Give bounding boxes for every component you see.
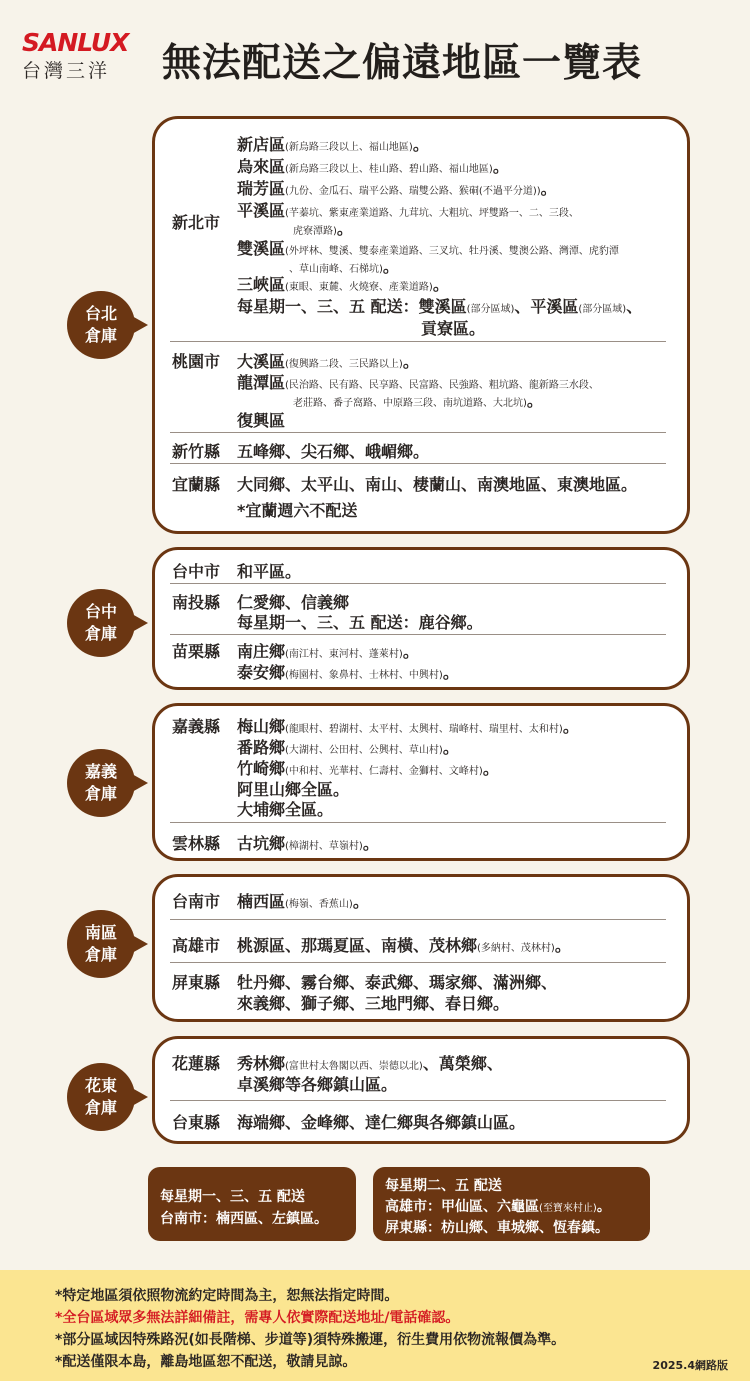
county-label-miaoli: 苗栗縣: [172, 642, 221, 661]
county-label-chiayi: 嘉義縣: [172, 717, 221, 736]
divider: [170, 341, 666, 342]
district-line: 和平區。: [237, 562, 302, 581]
south-warehouse-badge: 南區 倉庫: [67, 910, 135, 978]
district-line: 卓溪鄉等各鄉鎮山區。: [237, 1075, 398, 1094]
district-line: 秀林鄉(富世村太魯閣以西、崇德以北)、萬榮鄉、: [237, 1054, 503, 1073]
county-label-tainan: 台南市: [172, 892, 221, 911]
district-line: 阿里山鄉全區。: [237, 780, 350, 799]
schedule-note-tue-fri: 每星期二、五 配送 高雄市：甲仙區、六龜區(至寶來村止)。 屏東縣：枋山鄉、車城鄉、恆春鎮。: [373, 1167, 650, 1241]
footer-note: *部分區域因特殊路況(如長階梯、步道等)須特殊搬運，衍生費用依物流報價為準。: [55, 1332, 566, 1348]
district-line: 仁愛鄉、信義鄉: [237, 593, 350, 612]
county-label-yilan: 宜蘭縣: [172, 475, 221, 494]
footer-note: *配送僅限本島，離島地區恕不配送，敬請見諒。: [55, 1354, 357, 1370]
district-line: 大溪區(復興路二段、三民路以上)。: [237, 352, 419, 371]
district-line: 五峰鄉、尖石鄉、峨嵋鄉。: [237, 442, 430, 461]
county-label-pingtung: 屏東縣: [172, 973, 221, 992]
county-label-hsinchu: 新竹縣: [172, 442, 221, 461]
district-line: 楠西區(梅嶺、香蕉山)。: [237, 892, 369, 911]
county-label-taoyuan: 桃園市: [172, 352, 221, 371]
district-line: 桃源區、那瑪夏區、南橫、茂林鄉(多納村、茂林村)。: [237, 936, 571, 955]
district-line: 三峽區(東眼、東麓、火燒寮、產業道路)。: [237, 275, 449, 294]
divider: [170, 583, 666, 584]
district-line: 竹崎鄉(中和村、光華村、仁壽村、金獅村、文峰村)。: [237, 759, 499, 778]
page-title: 無法配送之偏遠地區一覽表: [162, 41, 643, 86]
district-line: 虎寮潭路)。: [293, 219, 353, 238]
yilan-saturday-note: *宜蘭週六不配送: [237, 501, 358, 520]
district-line: 大埔鄉全區。: [237, 800, 334, 819]
county-label-new-taipei: 新北市: [172, 213, 221, 232]
footer-note-highlight: *全台區域眾多無法詳細備註，需專人依實際配送地址/電話確認。: [55, 1310, 460, 1326]
district-line: 梅山鄉(龍眼村、碧湖村、太平村、太興村、瑞峰村、瑞里村、太和村)。: [237, 717, 579, 736]
taipei-warehouse-badge: 台北 倉庫: [67, 291, 135, 359]
district-line: 復興區: [237, 411, 286, 430]
schedule-line: 每星期一、三、五 配送：雙溪區(部分區域)、平溪區(部分區域)、: [237, 297, 643, 316]
schedule-note-mon-wed-fri: 每星期一、三、五 配送 台南市：楠西區、左鎮區。: [148, 1167, 356, 1241]
divider: [170, 1100, 666, 1101]
chiayi-warehouse-badge: 嘉義 倉庫: [67, 749, 135, 817]
district-line: 牡丹鄉、霧台鄉、泰武鄉、瑪家鄉、滿洲鄉、: [237, 973, 558, 992]
district-line: 瑞芳區(九份、金瓜石、瑞平公路、瑞雙公路、猴硐(不過平分道))。: [237, 179, 557, 198]
district-line: 雙溪區(外坪林、雙溪、雙泰產業道路、三叉坑、牡丹溪、雙澳公路、灣潭、虎豹潭: [237, 239, 619, 258]
district-line: 南庄鄉(南江村、東河村、蓬萊村)。: [237, 642, 419, 661]
district-line: 泰安鄉(梅園村、象鼻村、士林村、中興村)。: [237, 663, 459, 682]
county-label-kaohsiung: 高雄市: [172, 936, 221, 955]
district-line: 番路鄉(大湖村、公田村、公興村、草山村)。: [237, 738, 459, 757]
version-label: 2025.4網路版: [652, 1359, 728, 1372]
district-line: 、草山南峰、石梯坑)。: [289, 257, 399, 276]
schedule-line: 貢寮區。: [421, 319, 486, 338]
county-label-yunlin: 雲林縣: [172, 834, 221, 853]
district-line: 大同鄉、太平山、南山、棲蘭山、南澳地區、東澳地區。: [237, 475, 638, 494]
footer-note: *特定地區須依照物流約定時間為主，恕無法指定時間。: [55, 1288, 399, 1304]
district-line: 新店區(新烏路三段以上、福山地區)。: [237, 135, 429, 154]
district-line: 烏來區(新烏路三段以上、桂山路、碧山路、福山地區)。: [237, 157, 509, 176]
logo-text-en: SANLUX: [22, 28, 129, 57]
taichung-warehouse-badge: 台中 倉庫: [67, 589, 135, 657]
divider: [170, 962, 666, 963]
divider: [170, 634, 666, 635]
district-line: 老莊路、番子窩路、中原路三段、南坑道路、大北坑)。: [293, 391, 543, 410]
schedule-line: 每星期一、三、五 配送：鹿谷鄉。: [237, 613, 483, 632]
county-label-nantou: 南投縣: [172, 593, 221, 612]
divider: [170, 432, 666, 433]
brand-logo: [22, 30, 147, 84]
east-warehouse-badge: 花東 倉庫: [67, 1063, 135, 1131]
county-label-taitung: 台東縣: [172, 1113, 221, 1132]
divider: [170, 919, 666, 920]
divider: [170, 463, 666, 464]
logo-text-zh: 台灣三洋: [22, 60, 111, 82]
district-line: 平溪區(芊蓁坑、紫東產業道路、九茸坑、大粗坑、坪雙路一、二、三段、: [237, 201, 579, 220]
district-line: 來義鄉、獅子鄉、三地門鄉、春日鄉。: [237, 994, 510, 1013]
district-line: 海端鄉、金峰鄉、達仁鄉與各鄉鎮山區。: [237, 1113, 526, 1132]
divider: [170, 822, 666, 823]
county-label-taichung: 台中市: [172, 562, 221, 581]
district-line: 龍潭區(民治路、民有路、民享路、民富路、民強路、粗坑路、龍新路三水段、: [237, 373, 599, 392]
county-label-hualien: 花蓮縣: [172, 1054, 221, 1073]
district-line: 古坑鄉(樟湖村、草嶺村)。: [237, 834, 379, 853]
